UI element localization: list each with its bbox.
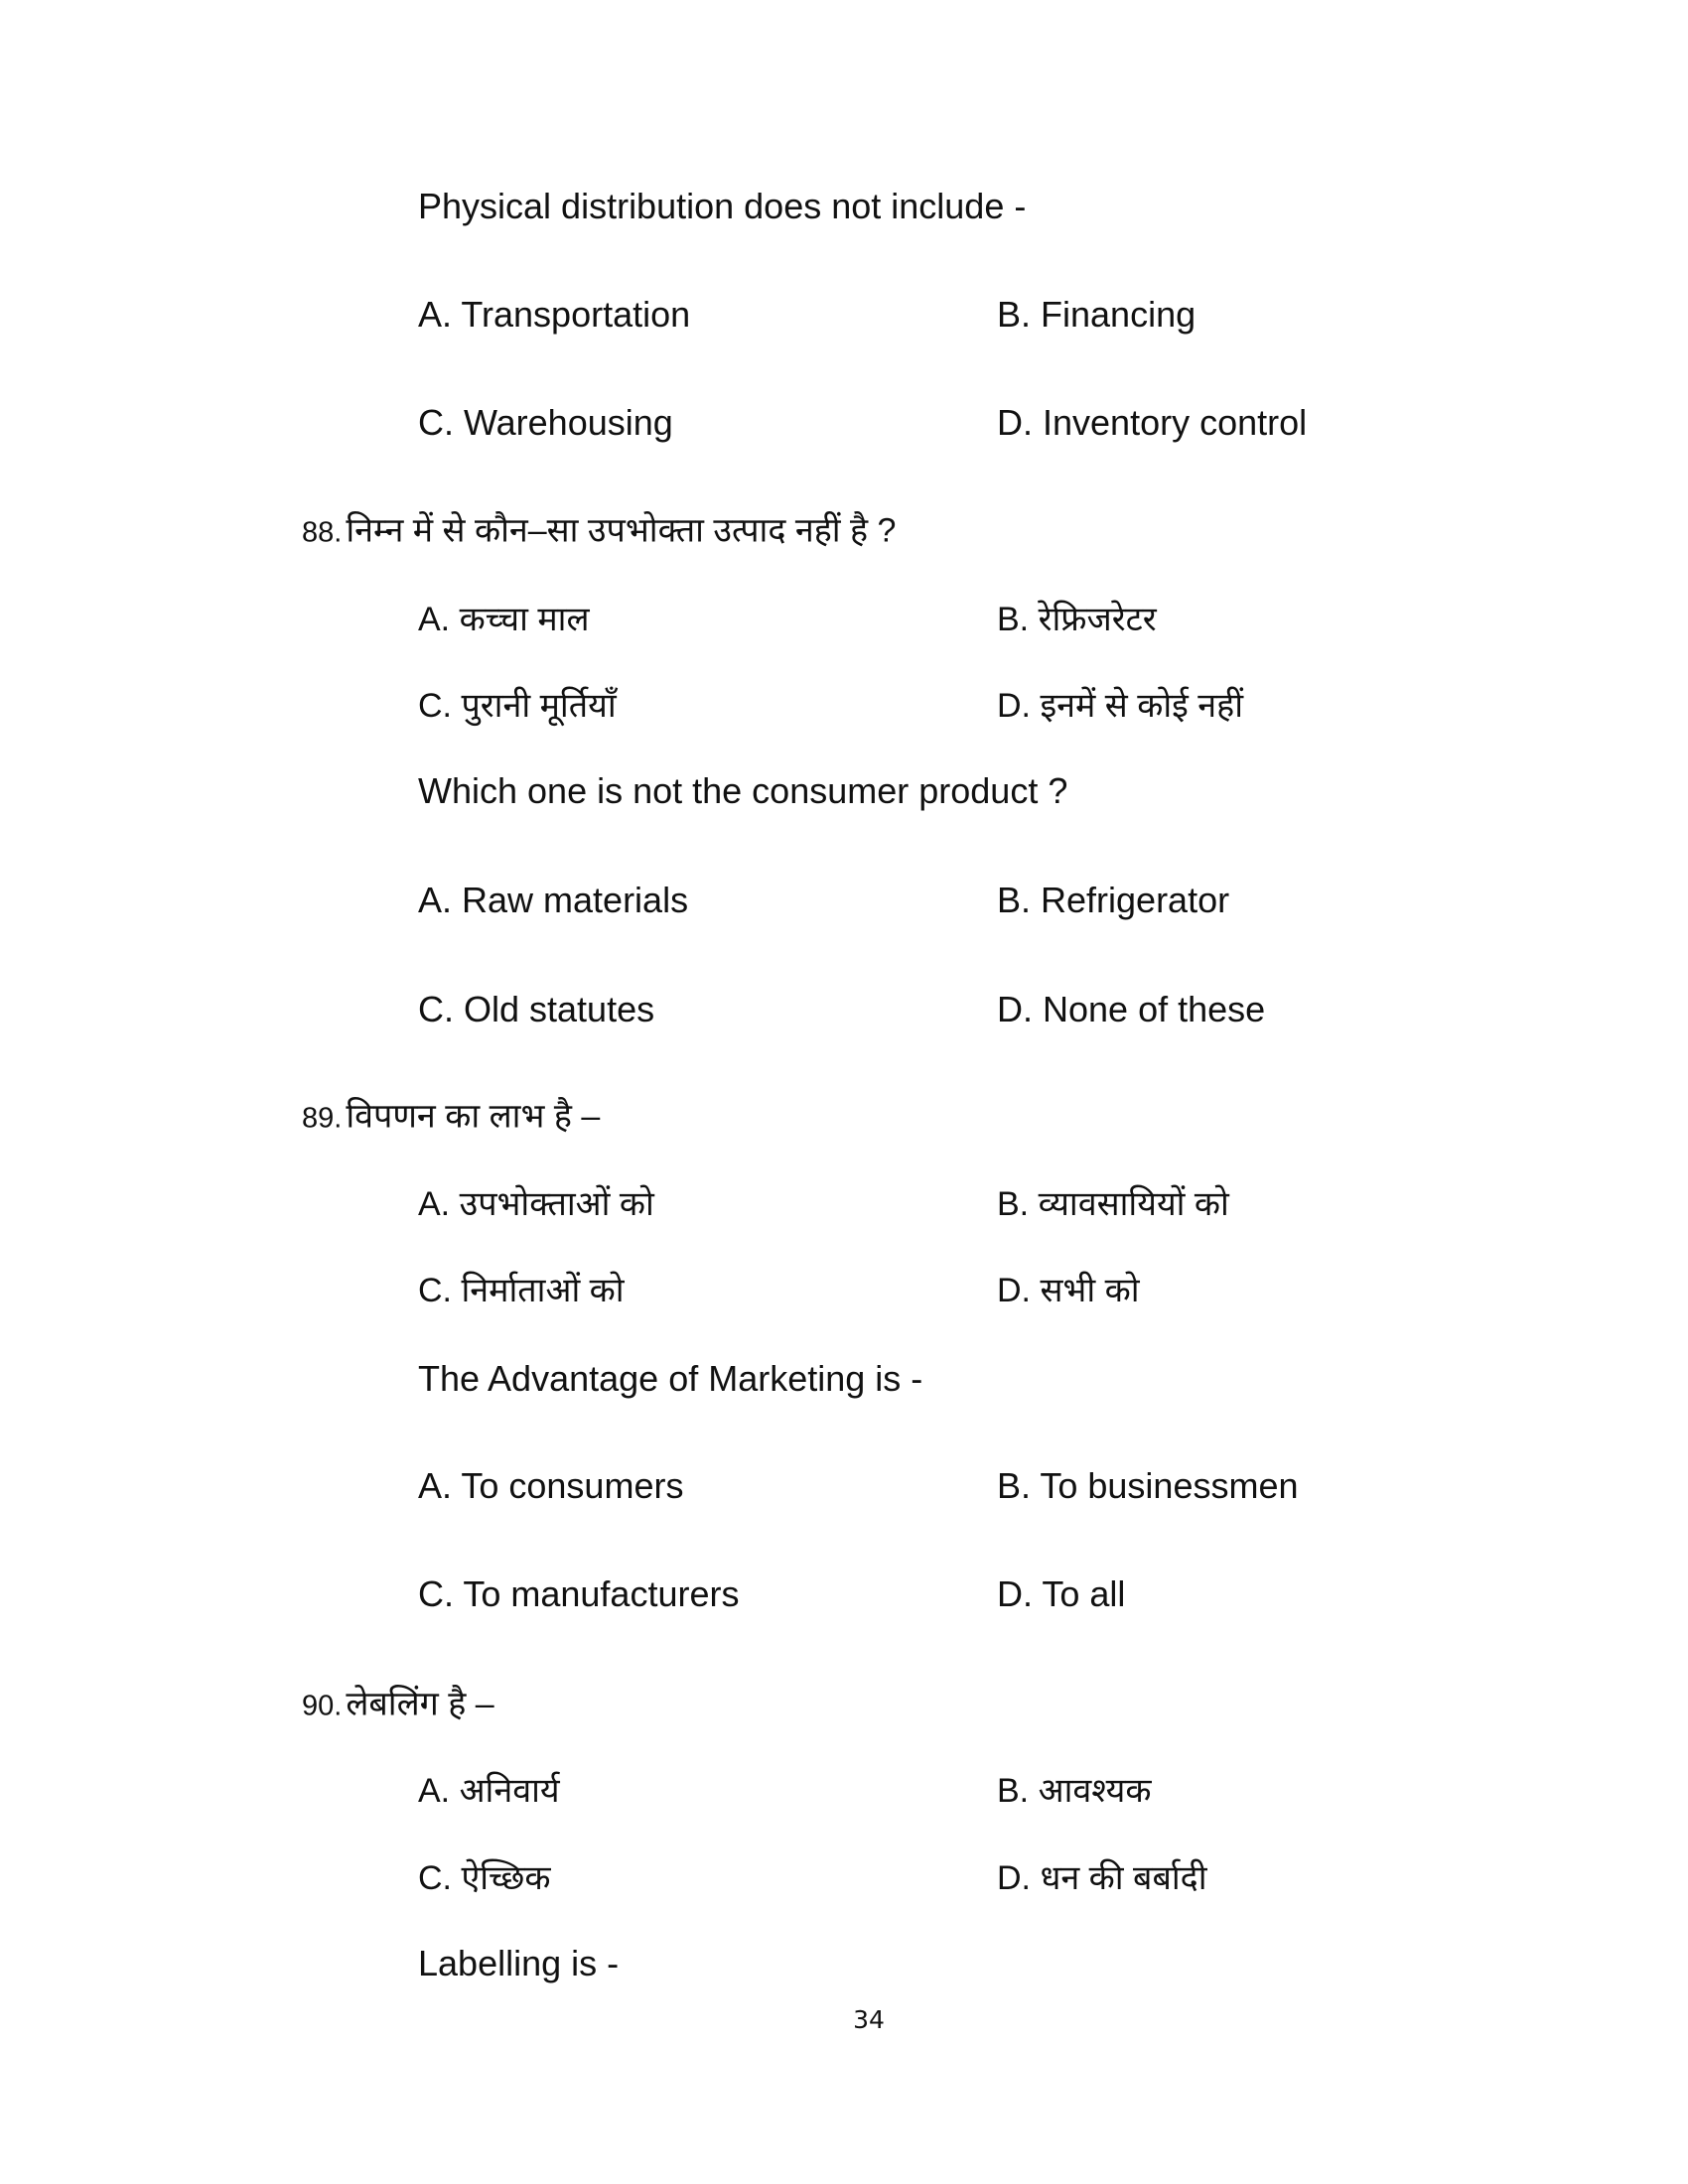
q89-option-a: A. To consumers (418, 1465, 684, 1506)
question-text: लेबलिंग है – (346, 1685, 494, 1723)
q87-option-a: A. Transportation (418, 294, 691, 335)
q89-hindi-option-c: C. निर्माताओं को (418, 1272, 625, 1309)
q89-hindi-option-d: D. सभी को (997, 1272, 1140, 1309)
q88-hindi-option-d: D. इनमें से कोई नहीं (997, 687, 1244, 725)
q90-hindi-option-c: C. ऐच्छिक (418, 1859, 551, 1897)
q88-hindi-option-c: C. पुरानी मूर्तियाँ (418, 687, 617, 725)
q90-question-english: Labelling is - (418, 1943, 620, 1983)
q88-option-a: A. Raw materials (418, 880, 689, 920)
question-text: निम्न में से कौन–सा उपभोक्ता उत्पाद नहीं है ? (346, 511, 897, 550)
q88-option-d: D. None of these (997, 989, 1266, 1029)
q90-question-hindi (302, 1682, 494, 1728)
q87-question-english: Physical distribution does not include - (418, 186, 1027, 226)
q89-hindi-option-a: A. उपभोक्ताओं को (418, 1185, 654, 1223)
q87-option-d: D. Inventory control (997, 402, 1308, 443)
question-number: 89. (302, 1102, 343, 1135)
q89-option-b: B. To businessmen (997, 1465, 1299, 1506)
question-number: 90. (302, 1690, 343, 1722)
q87-option-c: C. Warehousing (418, 402, 673, 443)
q89-option-d: D. To all (997, 1573, 1126, 1614)
q89-hindi-option-b: B. व्यावसायियों को (997, 1185, 1229, 1223)
question-text: विपणन का लाभ है – (346, 1097, 601, 1136)
q89-question-english: The Advantage of Marketing is - (418, 1358, 923, 1399)
page-number: 34 (853, 2005, 885, 2034)
q88-option-c: C. Old statutes (418, 989, 655, 1029)
q90-hindi-option-b: B. आवश्यक (997, 1772, 1152, 1810)
q90-hindi-option-a: A. अनिवार्य (418, 1772, 560, 1810)
q89-option-c: C. To manufacturers (418, 1573, 740, 1614)
q89-question-hindi (302, 1094, 600, 1141)
question-number: 88. (302, 516, 343, 549)
q88-option-b: B. Refrigerator (997, 880, 1230, 920)
q90-hindi-option-d: D. धन की बर्बादी (997, 1859, 1207, 1897)
q88-hindi-option-a: A. कच्चा माल (418, 601, 590, 638)
q88-question-hindi (302, 508, 896, 555)
q88-question-english: Which one is not the consumer product ? (418, 770, 1068, 811)
q88-hindi-option-b: B. रेफ्रिजरेटर (997, 601, 1157, 638)
q87-option-b: B. Financing (997, 294, 1196, 335)
